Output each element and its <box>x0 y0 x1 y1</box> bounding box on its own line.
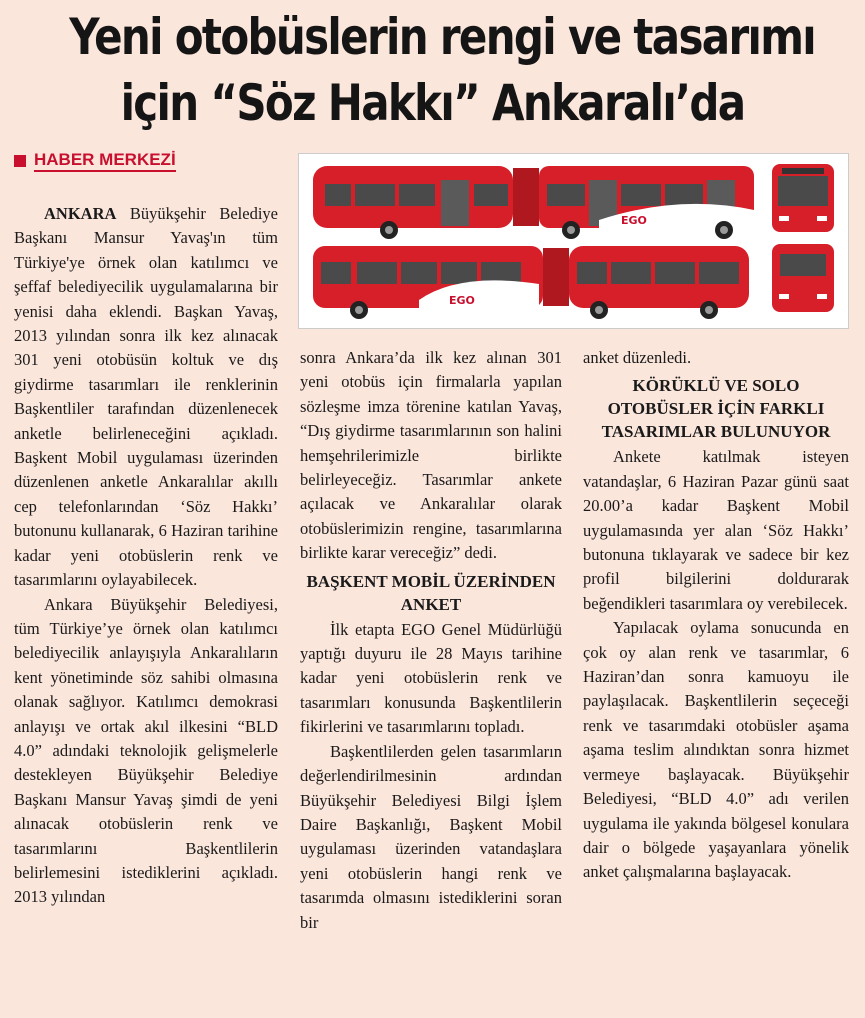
bus-photo <box>298 153 849 329</box>
articulated-bus-side-2 <box>313 246 749 319</box>
headline-line-2: için “Söz Hakkı” Ankaralı’da <box>120 74 745 132</box>
article-column-1 <box>14 202 278 910</box>
paragraph: anket düzenledi. <box>583 348 692 367</box>
ego-logo-1: EGO <box>621 214 647 227</box>
article-column-2 <box>300 346 562 935</box>
headline-line-1: Yeni otobüslerin rengi ve tasarımı <box>69 8 816 66</box>
paragraph: Ankara Büyükşehir Belediyesi, tüm Türkiye’ye örnek olan katılımcı belediyecilik anlayışıyla Ankaralıların kent yönetiminde söz sahibi olmasına olanak sağlıyor. Katılımcı demokrasi anlayışı ve ortak akıl ilkesini “BLD 4.0” adındaki teknolojik gelişmelerle destekleyen Büyükşehir Belediye Başkanı Mansur Yavaş şimdi de yeni alınacak otobüslerin renk ve tasarımlarını Başkentlilerin belirlemesini istediklerini açıkladı. 2013 yılından <box>14 594 278 907</box>
article-column-3 <box>583 346 849 885</box>
subheading: BAŞKENT MOBİL ÜZERİNDEN ANKET <box>306 571 556 614</box>
byline-text: HABER MERKEZİ <box>34 150 176 172</box>
bus-illustration <box>299 154 848 328</box>
subheading: KÖRÜKLÜ VE SOLO OTOBÜSLER İÇİN FARKLI TASARIMLAR BULUNUYOR <box>601 376 831 442</box>
paragraph: Başkentlilerden gelen tasarımların değerlendirilmesinin ardından Büyükşehir Belediyesi Bilgi İşlem Daire Başkanlığı, Başkent Mobil uygulaması üzerinden vatandaşlara yeni otobüslerin hangi renk ve tasarımda olmasını istediklerini soran bir <box>300 741 562 932</box>
paragraph: Yapılacak oylama sonucunda en çok oy alan renk ve tasarımlar, 6 Haziran’dan sonra kamuoyu ile paylaşılacak. Başkentlilerin seçeceği renk ve tasarımdaki otobüsler aşama aşama teslim alındıktan sonra hizmet vermeye başlayacak. Büyükşehir Belediyesi, “BLD 4.0” adı verilen uygulama ile yakında bölgesel konulara dair o bölgede yaşayanlara yönelik anket çalışmalarına başlayacak. <box>583 618 849 882</box>
ego-logo-2: EGO <box>449 294 475 307</box>
paragraph: sonra Ankara’da ilk kez alınan 301 yeni otobüs için firmalarla yapılan sözleşme imza törenine katılan Yavaş, “Dış giydirme tasarımlarının son halini hemşehrilerimizle birlikte belirleyeceğiz. Tasarımlar ankete açılacak ve Ankaralılar olarak otobüslerimizin rengine, tasarımlarına birlikte karar vereceğiz” dedi. <box>300 348 562 563</box>
paragraph-text: Büyükşehir Belediye Başkanı Mansur Yavaş'ın tüm Türkiye'ye örnek olan katılımcı ve şeffaf belediyecilik uygulamalarına bir yenisi daha eklendi. Başkan Yavaş, 2013 yılından sonra ilk kez alınacak 301 yeni otobüsün koltuk ve dış giydirme tasarımları ile renklerinin Başkentliler tarafından düzenlenecek anketle belirleneceğini açıkladı. Başkent Mobil uygulaması üzerinden düzenlenen anketle Ankaralılar akıllı cep telefonlarından ‘Söz Hakkı’ butonunu kullanarak, 6 Haziran tarihine kadar yeni otobüslerin renk ve tasarımlarını oylayabilecek. <box>14 204 278 590</box>
paragraph: İlk etapta EGO Genel Müdürlüğü yaptığı duyuru ile 28 Mayıs tarihine kadar yeni otobüslerin renk ve tasarımları konusunda Başkentlilerin fikirlerini ve tasarımlarını topladı. <box>300 619 562 737</box>
headline <box>69 4 816 136</box>
bus-rear-view <box>772 244 834 312</box>
paragraph <box>14 202 278 593</box>
bus-front-view <box>772 164 834 232</box>
byline-square-icon <box>14 155 26 167</box>
paragraph: Ankete katılmak isteyen vatandaşlar, 6 Haziran Pazar günü saat 20.00’a kadar Başkent Mobil uygulamasında yer alan ‘Söz Hakkı’ butonuna tıklayarak ve sadece bir kez profil bilgilerini doldurarak beğendikleri tasarımlara oy verebilecek. <box>583 447 849 613</box>
articulated-bus-side-1 <box>313 166 754 239</box>
dateline: ANKARA <box>44 204 117 223</box>
byline <box>14 150 176 172</box>
